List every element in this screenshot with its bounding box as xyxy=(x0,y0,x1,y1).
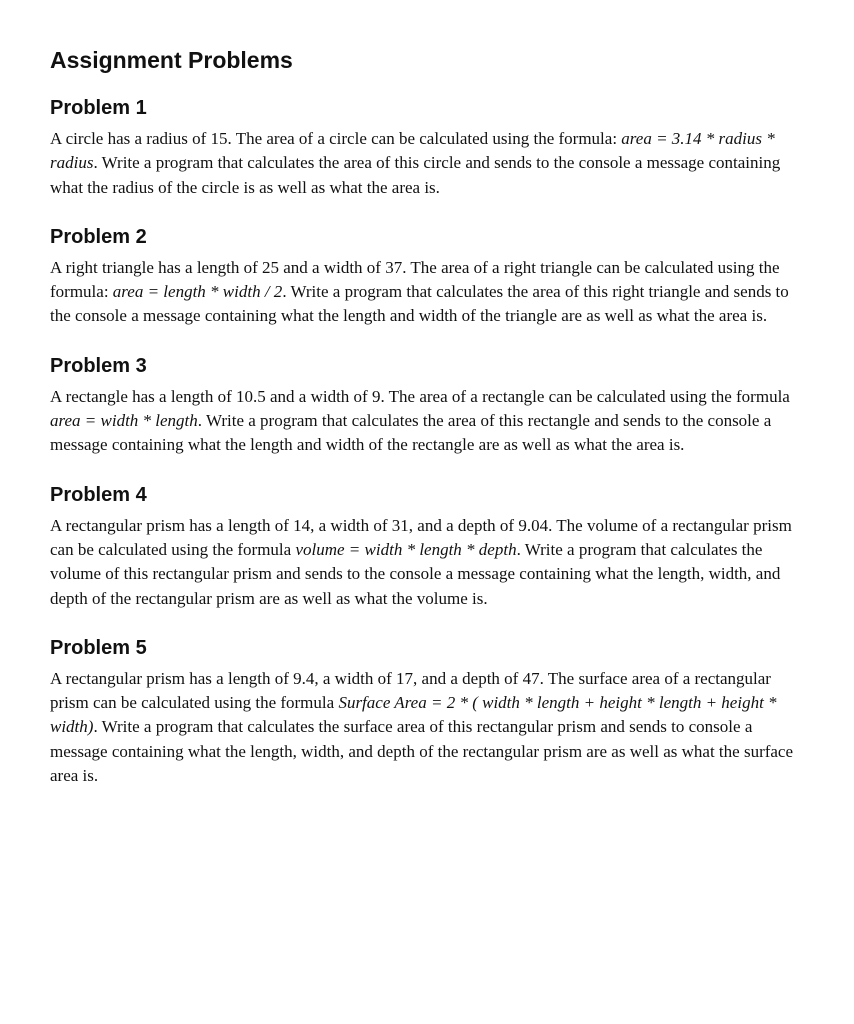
problem-text-intro: A rectangular prism has a length of 9.4, a width of 17, and a depth of 47. The surface area of a rectangular prism can be calculated using the formula xyxy=(50,668,771,713)
problem-text xyxy=(50,256,812,329)
formula: area = width * length xyxy=(50,411,198,431)
formula: volume = width * length * depth xyxy=(295,539,517,559)
problem-heading: Problem 5 xyxy=(50,636,147,659)
formula: area = length * width / 2 xyxy=(112,282,283,302)
problem-heading: Problem 1 xyxy=(50,97,147,119)
problem-1 xyxy=(50,95,812,200)
problem-text-instructions: . Write a program that calculates the area of this circle and sends to the console a message containing what the radius of the circle is as well as what the area is. xyxy=(50,153,781,197)
problem-text xyxy=(50,514,812,611)
problem-5 xyxy=(50,635,812,788)
formula: Surface Area = 2 * ( width * length + height * length + height * width) xyxy=(50,693,777,737)
problem-text xyxy=(50,127,812,200)
formula: area = 3.14 * radius * radius xyxy=(50,129,775,173)
problem-text-intro: A right triangle has a length of 25 and a width of 37. The area of a right triangle can be calculated using the formula: xyxy=(50,257,780,302)
problem-4 xyxy=(50,482,812,611)
document-page xyxy=(50,44,812,812)
problem-text-instructions: . Write a program that calculates the volume of this rectangular prism and sends to the console a message containing what the length, width, and depth of the rectangular prism are as well as what the volume is. xyxy=(50,539,781,608)
problem-heading: Problem 3 xyxy=(50,354,147,377)
problem-heading: Problem 4 xyxy=(50,483,147,506)
problem-text-intro: A rectangular prism has a length of 14, a width of 31, and a depth of 9.04. The volume of a rectangular prism can be calculated using the formula xyxy=(50,515,792,559)
problem-text xyxy=(50,385,812,458)
problem-2 xyxy=(50,224,812,329)
problem-text-intro: A circle has a radius of 15. The area of a circle can be calculated using the formula: xyxy=(50,129,622,148)
problem-text xyxy=(50,667,812,788)
problem-heading: Problem 2 xyxy=(50,225,147,248)
problem-text-instructions: . Write a program that calculates the area of this rectangle and sends to the console a message containing what the length and width of the rectangle are as well as what the area is. xyxy=(50,411,772,455)
problem-text-intro: A rectangle has a length of 10.5 and a width of 9. The area of a rectangle can be calculated using the formula xyxy=(50,386,790,406)
problem-3 xyxy=(50,353,812,458)
problem-text-instructions: . Write a program that calculates the surface area of this rectangular prism and sends to console a message containing what the length, width, and depth of the rectangular prism are as well as what the surface area is. xyxy=(50,717,794,786)
page-title: Assignment Problems xyxy=(50,47,293,73)
problem-text-instructions: . Write a program that calculates the area of this right triangle and sends to the console a message containing what the length and width of the triangle are as well as what the area is. xyxy=(50,282,789,326)
